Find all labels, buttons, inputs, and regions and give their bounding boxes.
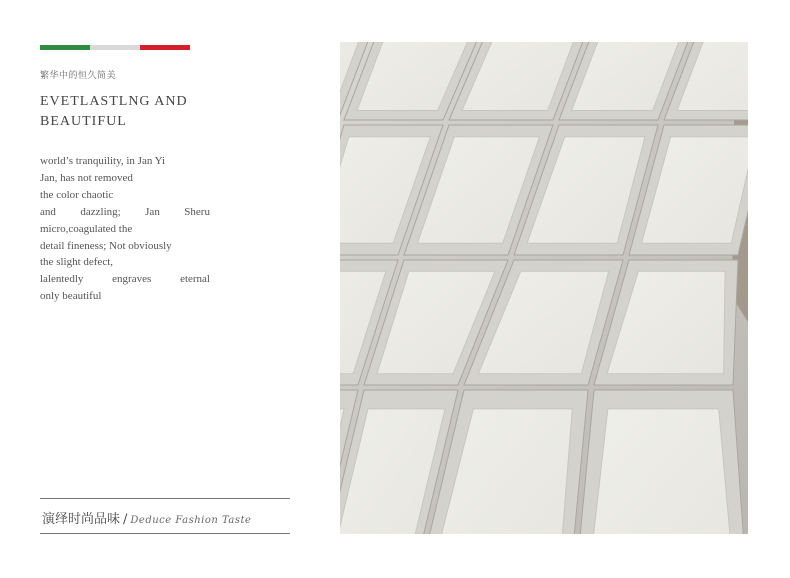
body-line: world’s tranquility, in Jan Yi	[40, 155, 166, 167]
headline-line-1: EVETLASTLNG AND	[40, 94, 188, 109]
body-word: dazzling;	[80, 205, 121, 218]
tagline-chinese: 演绎时尚品味	[42, 512, 121, 527]
panel-grid	[340, 42, 748, 534]
body-word: eternal	[180, 273, 210, 286]
body-word: engraves	[112, 273, 152, 286]
body-word: lalentedly	[40, 273, 84, 286]
brand-color-stripe	[40, 45, 190, 50]
tagline	[42, 508, 251, 527]
body-line: Jan, has not removed	[40, 171, 133, 184]
body-line: the color chaotic	[40, 188, 114, 201]
body-line: the slight defect,	[40, 256, 114, 269]
body-line: only beautiful	[40, 290, 102, 303]
tagline-english: Deduce Fashion Taste	[130, 515, 252, 526]
divider-bottom	[40, 533, 290, 534]
body-word: Jan	[145, 205, 160, 218]
beveled-leather-wall-panels-photo	[340, 42, 748, 534]
subtitle-chinese: 繁华中的恒久简美	[40, 71, 117, 81]
body-line: micro,coagulated the	[40, 222, 133, 235]
body-word: Sheru	[184, 205, 210, 218]
body-line: detail fineness; Not obviously	[40, 239, 172, 252]
tagline-slash: /	[123, 512, 128, 527]
panel-face	[588, 409, 734, 534]
body-line-justified	[40, 204, 210, 221]
body-word: and	[40, 205, 56, 218]
body-line-justified	[40, 271, 210, 288]
divider-top	[40, 498, 290, 499]
body-paragraph	[40, 153, 210, 305]
stripe-red	[140, 45, 190, 50]
wall-panels-photo	[340, 42, 748, 534]
headline-line-2: BEAUTIFUL	[40, 114, 127, 129]
stripe-white	[90, 45, 140, 50]
stripe-green	[40, 45, 90, 50]
headline	[40, 92, 220, 132]
